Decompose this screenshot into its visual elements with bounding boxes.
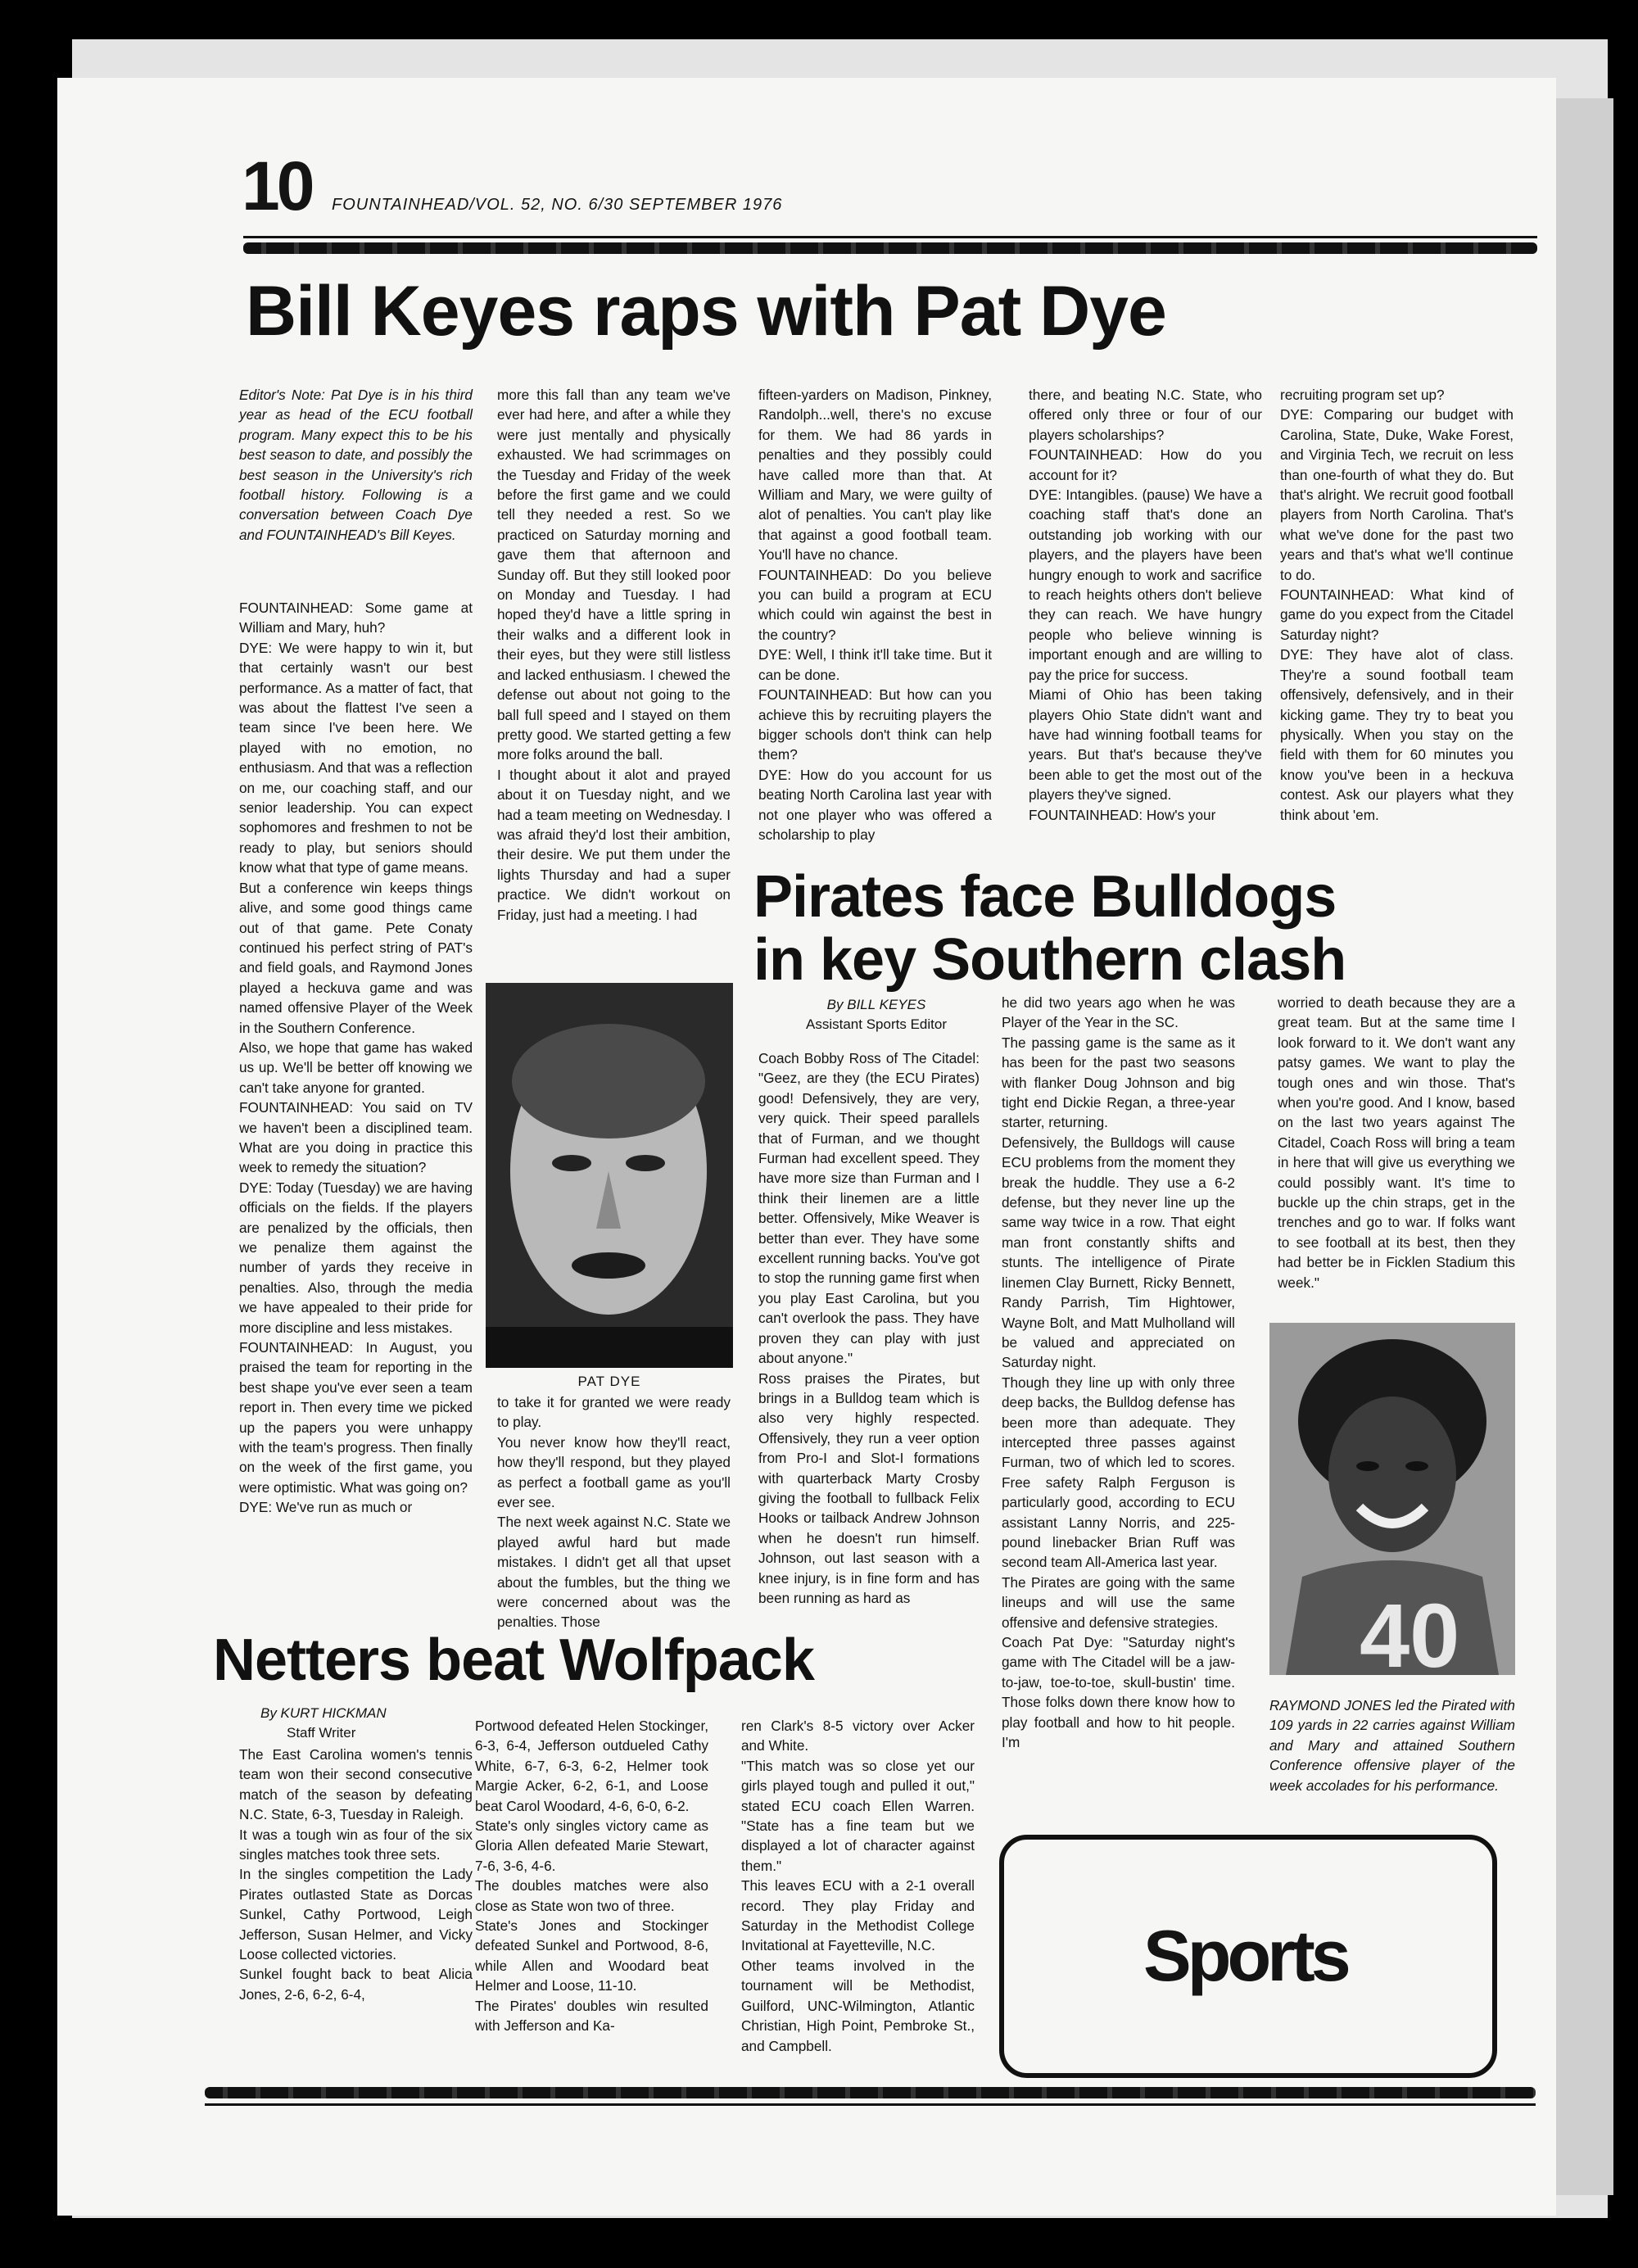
raymond-jones-portrait	[1269, 1323, 1515, 1686]
pirates-headline-line-2: in key Southern clash	[753, 927, 1346, 993]
netters-headline: Netters beat Wolfpack	[213, 1627, 814, 1693]
raymond-jones-photo	[1269, 1323, 1515, 1686]
bottom-border	[205, 2087, 1536, 2098]
pirates-column-2: he did two years ago when he was Player of the Year in the SC. The passing game is the same as it has been for the past two seasons with flanker Doug Johnson and big tight end Dickie Regan, a three-year starter, returning. Defensively, the Bulldogs will cause ECU problems from the moment they break the huddle. They use a 6-2 defense, but they never line up the same way twice in a row. That eight man front constantly shifts and stunts. The intelligence of Pirate linemen Clay Burnett, Ricky Bennett, Randy Parrish, Tim Hightower, Wayne Bolt, and Matt Mulholland will be valued and appreciated on Saturday night. Though they line up with only three deep backs, the Bulldog defense has been more than adequate. They intercepted three passes against Furman, two of which led to scores. Free safety Ralph Ferguson is particularly good, according to ECU assistant Lanny Norris, and 225-pound linebacker Brian Ruff was second team All-America last year. The Pirates are going with the same lineups and will use the same offensive and defensive strategies. Coach Pat Dye: "Saturday night's game with The Citadel will be a jaw-to-jaw, toe-to-toe, skull-bustin' time. Those folks down there know how to play football and how to hit people. I'm	[1002, 994, 1235, 1751]
masthead-border	[243, 242, 1537, 254]
sports-section-label: Sports	[1143, 1915, 1347, 1996]
pirates-column-3: worried to death because they are a great team. But at the same time I look forward to it. We don't want any patsy games. We want to play the tough ones and win those. That's when you're good. And I know, based on the last two years against The Citadel, Coach Ross will bring a team in here that will give us everything we could possibly want. It's time to buckle up the chin straps, get in the trenches and go to war. If folks want to see football at its best, then they had better be in Ficklen Stadium this week."	[1278, 994, 1515, 1291]
masthead-rule	[243, 236, 1537, 238]
netters-byline-title: Staff Writer	[287, 1725, 356, 1741]
editor-note: Editor's Note: Pat Dye is in his third year as head of the ECU football program. Many expect this to be his best season to date, and possibly the best season in the University's rich football history. Following is a conversation between Coach Dye and FOUNTAINHEAD's Bill Keyes.	[239, 387, 473, 543]
dye-headline: Bill Keyes raps with Pat Dye	[246, 272, 1166, 351]
svg-text:40: 40	[1360, 1586, 1460, 1686]
netters-column-3: ren Clark's 8-5 victory over Acker and White. "This match was so close yet our girls played tough and pulled it out," stated ECU coach Ellen Warren. "State has a fine team but we displayed a lot of character against them." This leaves ECU with a 2-1 overall record. They play Friday and Saturday in the Methodist College Invitational at Fayetteville, N.C. Other teams involved in the tournament will be Methodist, Guilford, UNC-Wilmington, Atlantic Christian, High Point, Pembroke St., and Campbell.	[741, 1718, 975, 2054]
dye-column-5: recruiting program set up? DYE: Comparing our budget with Carolina, State, Duke, Wake Forest, and Virginia Tech, we recruit on less than one-fourth of what they do. But that's alright. We recruit good football players from North Carolina. That's what we've done for the past two years and that's what we'll continue to do. FOUNTAINHEAD: What kind of game do you expect from the Citadel Saturday night? DYE: They have alot of class. They're a sound football team offensively, defensively, and in their kicking game. They try to beat you physically. When you stay on the field with them for 60 minutes you know you've been in a heckuva contest. Ask our players what they think about 'em.	[1280, 387, 1514, 823]
pirates-byline-title: Assistant Sports Editor	[806, 1016, 947, 1032]
pirates-column-1: Coach Bobby Ross of The Citadel: "Geez, are they (the ECU Pirates) good! Defensively, they are very, very quick. Their speed parallels that of Furman, and we thought Furman had excellent speed. They have more size than Furman and I think their linemen are a little better. Offensively, Mike Weaver is better than ever. They have some excellent running backs. You've got to stop the running game first when you play East Carolina, but you can't overlook the pass. They have proven they can play with just about anyone." Ross praises the Pirates, but brings in a Bulldog team which is also very highly respected. Offensively, they run a veer option from Pro-I and Slot-I formations with quarterback Marty Crosby giving the football to fullback Felix Hooks or tailback Andrew Johnson when he doesn't run himself. Johnson, out last season with a knee injury, is in fine form and has been running as hard as	[758, 1050, 980, 1606]
netters-column-2: Portwood defeated Helen Stockinger, 6-3, 6-4, Jefferson outdueled Cathy White, 6-7, 6-3, 6-2, Helmer took Margie Acker, 6-2, 6-1, and Loose beat Carol Woodard, 4-6, 6-0, 6-2. State's only singles victory came as Gloria Allen defeated Marie Stewart, 7-6, 3-6, 4-6. The doubles matches were also close as State won two of three. State's Jones and Stockinger defeated Sunkel and Portwood, 8-6, while Allen and Woodard beat Helmer and Loose, 11-10. The Pirates' doubles win resulted with Jefferson and Ka-	[475, 1718, 708, 2035]
pat-dye-portrait	[486, 983, 733, 1368]
dye-column-2-top: more this fall than any team we've ever had here, and after a while they were just mentally and physically exhausted. We had scrimmages on the Tuesday and Friday of the week before the first game and we could tell they needed a rest. So we practiced on Saturday morning and gave them that afternoon and Sunday off. But they still looked poor on Monday and Tuesday. I had hoped they'd have a little spring in their walks and a different look in their eyes, but they were still listless and lacked enthusiasm. I chewed the defense out about not going to the ball full speed and I stayed on them pretty good. We started getting a few more folks around the ball. I thought about it alot and prayed about it on Tuesday night, and we had a team meeting on Wednesday. I was afraid they'd lost their ambition, their desire. We put them under the lights Thursday and had a super practice. We didn't workout on Friday, just had a meeting. I had	[497, 387, 731, 923]
pirates-byline-name: By BILL KEYES	[826, 997, 926, 1012]
dye-column-4: there, and beating N.C. State, who offered only three or four of our players scholarships? FOUNTAINHEAD: How do you account for it? DYE: Intangibles. (pause) We have a coaching staff that's done an outstanding job working with our players, and the players have been hungry enough to work and sacrifice to reach heights others don't believe they can reach. We have hungry people who believe winning is important enough and are willing to pay the price for success. Miami of Ohio has been taking players Ohio State didn't want and have had winning football teams for years. But that's because they've been able to get the most out of the players they've signed. FOUNTAINHEAD: How's your	[1029, 387, 1262, 823]
bottom-rule	[205, 2103, 1536, 2106]
dye-column-1: FOUNTAINHEAD: Some game at William and Mary, huh? DYE: We were happy to win it, but that certainly wasn't our best performance. As a matter of fact, that was about the flattest I've seen a team since I've been here. We played with no emotion, no enthusiasm. And that was a reflection on me, our coaching staff, and our senior leadership. You can expect sophomores and freshmen to not be ready to play, but seniors should know what that type of game means. But a conference win keeps things alive, and some good things came out of that game. Pete Conaty continued his perfect string of PAT's and field goals, and Raymond Jones played a heckuva game and was named offensive Player of the Week in the Southern Conference. Also, we hope that game has waked us up. We'll be better off knowing we can't take anyone for granted. FOUNTAINHEAD: You said on TV we haven't been a disciplined team. What are you doing in practice this week to remedy the situation? DYE: Today (Tuesday) we are having officials on the fields. If the players are penalized by the officials, then we penalize them against the number of yards they receive in penalties. Also, through the media we have appealed to their pride for more discipline and less mistakes. FOUNTAINHEAD: In August, you praised the team for reporting in the best shape you've ever seen a team report in. Then every time we picked up the papers you were unhappy with the team's progress. Then finally on the week of the first game, you were optimistic. What was going on? DYE: We've run as much or	[239, 600, 473, 1516]
pat-dye-caption: PAT DYE	[577, 1374, 641, 1389]
pirates-headline-line-1: Pirates face Bulldogs	[753, 864, 1337, 930]
sports-section-box	[999, 1835, 1497, 2078]
dye-column-3: fifteen-yarders on Madison, Pinkney, Randolph...well, there's no excuse for them. We had 86 yards in penalties and they possibly could have called more than that. At William and Mary, we were guilty of alot of penalties. You can't play like that against a good football team. You'll have no chance. FOUNTAINHEAD: Do you believe you can build a program at ECU which could win against the best in the country? DYE: Well, I think it'll take time. But it can be done. FOUNTAINHEAD: But how can you achieve this by recruiting players the bigger schools don't think can help them? DYE: How do you account for us beating North Carolina last year with not one player who was offered a scholarship to play	[758, 387, 992, 843]
netters-column-1: The East Carolina women's tennis team won their second consecutive match of the season by defeating N.C. State, 6-3, Tuesday in Raleigh. It was a tough win as four of the six singles matches took three sets. In the singles competition the Lady Pirates outlasted State as Dorcas Sunkel, Cathy Portwood, Leigh Jefferson, Susan Helmer, and Vicky Loose collected victories. Sunkel fought back to beat Alicia Jones, 2-6, 6-2, 6-4,	[239, 1746, 473, 2003]
masthead-info: FOUNTAINHEAD/VOL. 52, NO. 6/30 SEPTEMBER 1976	[332, 196, 783, 214]
pat-dye-photo	[486, 983, 733, 1368]
raymond-jones-caption: RAYMOND JONES led the Pirated with 109 yards in 22 carries against William and Mary and attained Southern Conference offensive player of the week accolades for his performance.	[1269, 1697, 1515, 1794]
dye-column-2-bottom: to take it for granted we were ready to play. You never know how they'll react, how they'll respond, but they played as perfect a football game as you'll ever see. The next week against N.C. State we played awful hard but made mistakes. I didn't get all that upset about the fumbles, but the thing we were concerned about was the penalties. Those	[497, 1394, 731, 1631]
page-number: 10	[242, 147, 312, 224]
netters-byline-name: By KURT HICKMAN	[260, 1705, 387, 1721]
